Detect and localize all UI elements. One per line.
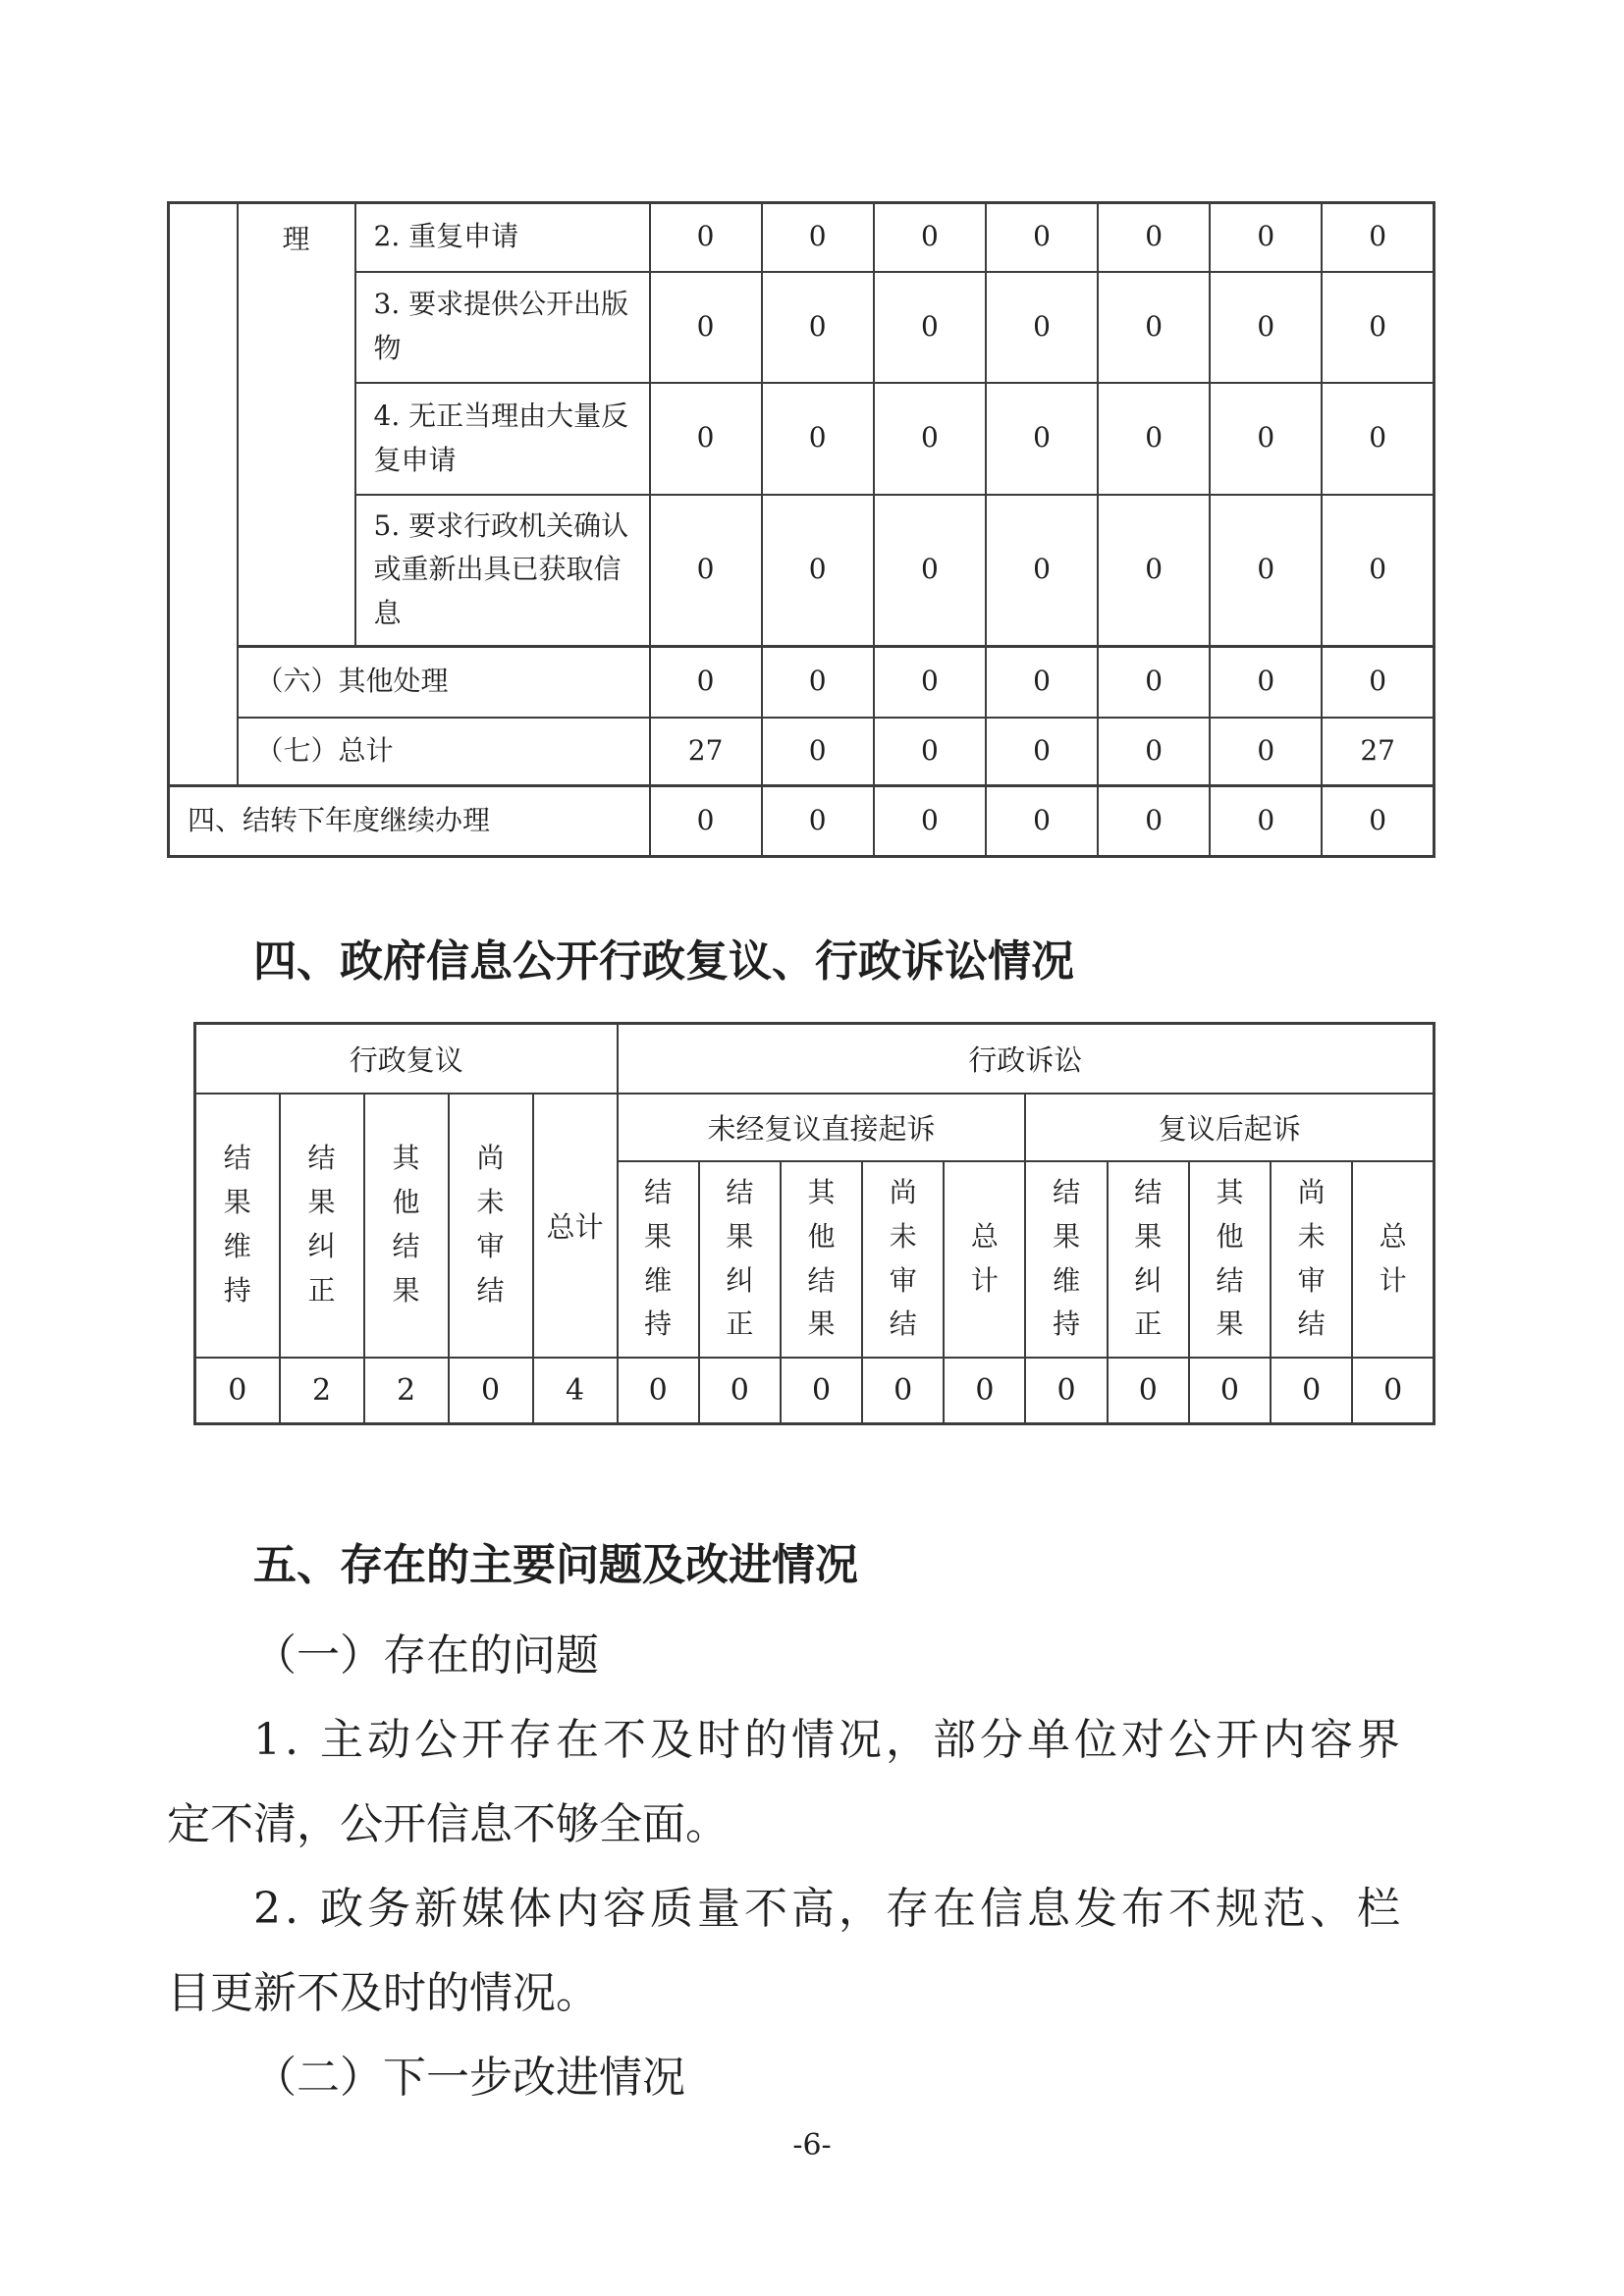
value-cell: 0 xyxy=(1189,1358,1271,1424)
value-cell: 0 xyxy=(1210,718,1322,786)
value-cell: 0 xyxy=(986,718,1098,786)
column-header-cell xyxy=(364,1094,449,1358)
value-cell: 0 xyxy=(1025,1358,1107,1424)
column-header-cell xyxy=(1271,1161,1352,1358)
value-cell: 0 xyxy=(1322,647,1434,718)
value-cell: 0 xyxy=(1322,272,1434,383)
value-cell: 0 xyxy=(874,272,986,383)
column-header-cell xyxy=(1189,1161,1271,1358)
column-header-cell xyxy=(1108,1161,1189,1358)
column-header-cell xyxy=(944,1161,1025,1358)
table-row xyxy=(169,495,1435,647)
row-label-cell: （七）总计 xyxy=(238,718,650,786)
value-cell: 0 xyxy=(762,786,874,857)
column-header-text: 总计 xyxy=(970,1219,999,1297)
value-cell: 4 xyxy=(533,1358,618,1424)
value-cell: 27 xyxy=(1322,718,1434,786)
value-cell: 0 xyxy=(699,1358,781,1424)
value-cell: 0 xyxy=(874,647,986,718)
column-header-cell xyxy=(618,1161,699,1358)
value-cell: 0 xyxy=(944,1358,1025,1424)
value-cell: 0 xyxy=(986,383,1098,495)
value-cell: 0 xyxy=(195,1358,280,1424)
row-label-cell: 四、结转下年度继续办理 xyxy=(169,786,650,857)
value-cell: 0 xyxy=(1098,718,1210,786)
section5-heading: 五、存在的主要问题及改进情况 xyxy=(253,1540,858,1590)
value-cell: 0 xyxy=(1098,495,1210,647)
value-cell: 0 xyxy=(874,383,986,495)
value-cell: 0 xyxy=(986,495,1098,647)
section4-heading: 四、政府信息公开行政复议、行政诉讼情况 xyxy=(253,936,1074,987)
column-header-cell xyxy=(862,1161,944,1358)
value-cell: 0 xyxy=(1210,203,1322,272)
column-header-text: 结果维持 xyxy=(223,1142,251,1307)
value-cell: 2 xyxy=(280,1358,364,1424)
column-header-text: 尚未审结 xyxy=(1297,1175,1326,1341)
row-label-cell: 4. 无正当理由大量反复申请 xyxy=(355,383,650,495)
column-header-cell xyxy=(1352,1161,1434,1358)
review-litigation-table xyxy=(193,1022,1435,1425)
value-cell: 0 xyxy=(762,272,874,383)
value-cell: 0 xyxy=(1098,786,1210,857)
subheading-1: （一）存在的问题 xyxy=(253,1630,599,1681)
value-cell: 0 xyxy=(1108,1358,1189,1424)
column-header-cell xyxy=(781,1161,862,1358)
value-cell: 0 xyxy=(1098,203,1210,272)
value-cell: 0 xyxy=(1210,647,1322,718)
column-header-cell xyxy=(195,1094,280,1358)
value-cell: 0 xyxy=(874,786,986,857)
group-header-cell: 行政诉讼 xyxy=(618,1024,1435,1094)
value-cell: 0 xyxy=(874,203,986,272)
value-cell: 0 xyxy=(1322,495,1434,647)
value-cell: 0 xyxy=(1210,495,1322,647)
column-header-text: 结果纠正 xyxy=(726,1175,754,1341)
left-label-cell: 理 xyxy=(238,203,355,647)
group-header-cell: 行政复议 xyxy=(195,1024,618,1094)
table-row xyxy=(195,1024,1435,1094)
row-label-cell: 5. 要求行政机关确认或重新出具已获取信息 xyxy=(355,495,650,647)
table-row xyxy=(169,647,1435,718)
table-row xyxy=(169,718,1435,786)
value-cell: 0 xyxy=(1271,1358,1352,1424)
value-cell: 0 xyxy=(762,718,874,786)
table-row xyxy=(195,1358,1435,1424)
value-cell: 0 xyxy=(1322,203,1434,272)
continued-results-table xyxy=(167,201,1435,858)
empty-spanner-cell xyxy=(169,203,238,786)
value-cell: 0 xyxy=(1322,383,1434,495)
column-header-text: 总计 xyxy=(1379,1219,1407,1297)
paragraph-line: 2. 政务新媒体内容质量不高，存在信息发布不规范、栏 xyxy=(253,1884,1404,1934)
column-header-text: 其他结果 xyxy=(807,1175,836,1341)
column-header-text: 尚未审结 xyxy=(889,1175,917,1341)
column-header-cell xyxy=(699,1161,781,1358)
page-content xyxy=(167,201,1435,2120)
subgroup-header-cell: 未经复议直接起诉 xyxy=(618,1094,1026,1161)
column-header-text: 结果维持 xyxy=(1053,1175,1081,1341)
value-cell: 0 xyxy=(781,1358,862,1424)
column-header-text: 其他结果 xyxy=(392,1142,420,1307)
row-label-cell: 2. 重复申请 xyxy=(355,203,650,272)
subheading-2: （二）下一步改进情况 xyxy=(253,2053,685,2103)
value-cell: 0 xyxy=(650,786,762,857)
row-label-cell: （六）其他处理 xyxy=(238,647,650,718)
value-cell: 0 xyxy=(862,1358,944,1424)
paragraph-line: 目更新不及时的情况。 xyxy=(167,1968,599,2018)
column-header-text: 结果纠正 xyxy=(1134,1175,1163,1341)
value-cell: 0 xyxy=(1210,272,1322,383)
value-cell: 0 xyxy=(986,272,1098,383)
value-cell: 0 xyxy=(650,383,762,495)
value-cell: 0 xyxy=(1210,383,1322,495)
column-header-cell xyxy=(449,1094,533,1358)
value-cell: 0 xyxy=(986,647,1098,718)
value-cell: 2 xyxy=(364,1358,449,1424)
value-cell: 0 xyxy=(618,1358,699,1424)
value-cell: 0 xyxy=(874,718,986,786)
column-header-cell: 总计 xyxy=(533,1094,618,1358)
value-cell: 0 xyxy=(874,495,986,647)
value-cell: 0 xyxy=(1210,786,1322,857)
table-row xyxy=(169,383,1435,495)
value-cell: 0 xyxy=(986,203,1098,272)
value-cell: 0 xyxy=(986,786,1098,857)
page-number: -6- xyxy=(792,2128,832,2163)
value-cell: 27 xyxy=(650,718,762,786)
table-row xyxy=(195,1094,1435,1161)
column-header-text: 尚未审结 xyxy=(476,1142,505,1307)
value-cell: 0 xyxy=(1098,272,1210,383)
value-cell: 0 xyxy=(650,272,762,383)
value-cell: 0 xyxy=(762,203,874,272)
value-cell: 0 xyxy=(762,495,874,647)
value-cell: 0 xyxy=(1322,786,1434,857)
value-cell: 0 xyxy=(762,383,874,495)
value-cell: 0 xyxy=(1352,1358,1434,1424)
value-cell: 0 xyxy=(1098,647,1210,718)
table-row xyxy=(169,203,1435,272)
column-header-text: 其他结果 xyxy=(1216,1175,1244,1341)
table-row xyxy=(169,786,1435,857)
column-header-text: 结果维持 xyxy=(644,1175,673,1341)
row-label-cell: 3. 要求提供公开出版物 xyxy=(355,272,650,383)
value-cell: 0 xyxy=(1098,383,1210,495)
value-cell: 0 xyxy=(650,495,762,647)
column-header-text: 结果纠正 xyxy=(307,1142,336,1307)
value-cell: 0 xyxy=(762,647,874,718)
column-header-cell xyxy=(1025,1161,1107,1358)
subgroup-header-cell: 复议后起诉 xyxy=(1025,1094,1434,1161)
paragraph-line: 定不清，公开信息不够全面。 xyxy=(167,1799,729,1849)
value-cell: 0 xyxy=(650,647,762,718)
column-header-cell xyxy=(280,1094,364,1358)
value-cell: 0 xyxy=(650,203,762,272)
paragraph-line: 1. 主动公开存在不及时的情况，部分单位对公开内容界 xyxy=(253,1715,1404,1765)
value-cell: 0 xyxy=(449,1358,533,1424)
table-row xyxy=(169,272,1435,383)
